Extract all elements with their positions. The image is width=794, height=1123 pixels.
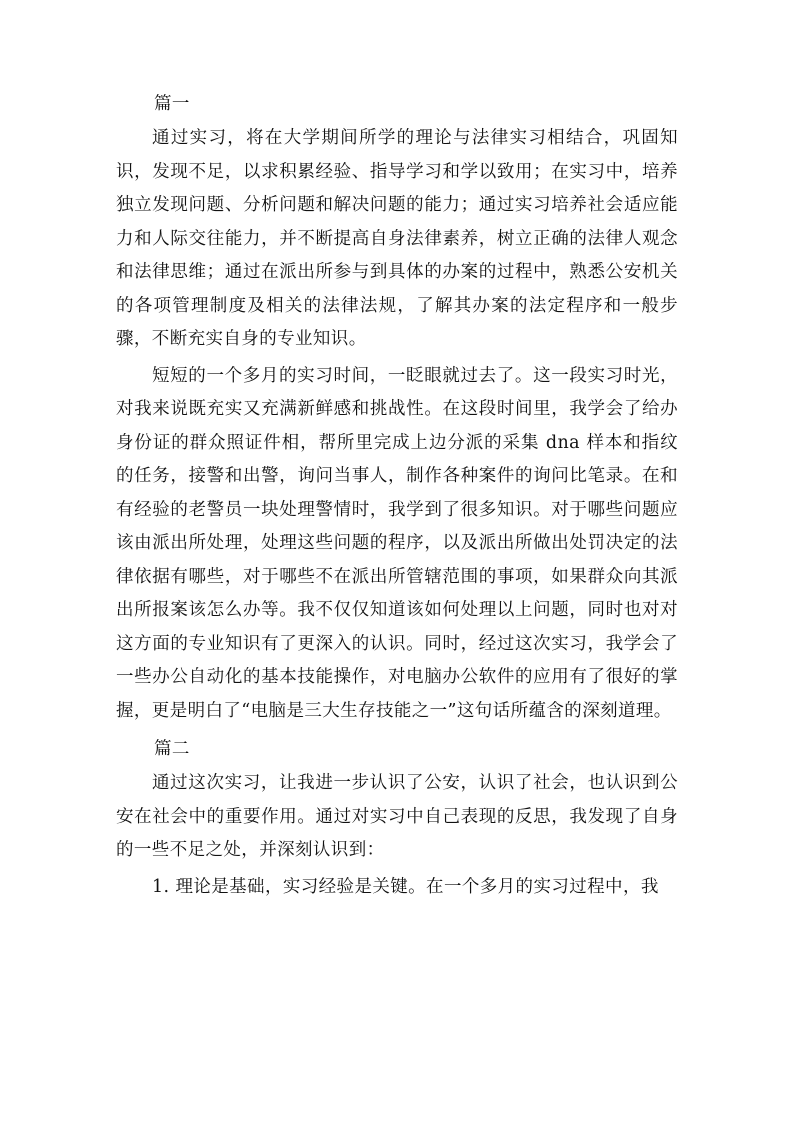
paragraph-2: 短短的一个多月的实习时间，一眨眼就过去了。这一段实习时光，对我来说既充实又充满新鲜感和挑战性。在这段时间里，我学会了给办身份证的群众照证件相，帮所里完成上边分派的采集 dna 样本和指纹的任务，接警和出警，询问当事人，制作各种案件的询问比笔录。在和有经验的老警员一块处理警情时，我学到了很多知识。对于哪些问题应该由派出所处理，处理这些问题的程序，以及派出所做出处罚决定的法律依据有哪些，对于哪些不在派出所管辖范围的事项，如果群众向其派出所报案该怎么办等。我不仅仅知道该如何处理以上问题，同时也对对这方面的专业知识有了更深入的认识。同时，经过这次实习，我学会了一些办公自动化的基本技能操作，对电脑办公软件的应用有了很好的掌握，更是明白了“电脑是三大生存技能之一”这句话所蕴含的深刻道理。	[116, 365, 678, 721]
paragraph-3: 通过这次实习，让我进一步认识了公安，认识了社会，也认识到公安在社会中的重要作用。通过对实习中自己表现的反思，我发现了自身的一些不足之处，并深刻认识到：	[116, 773, 678, 860]
section-heading-1: 篇一	[154, 94, 190, 114]
document-body	[116, 86, 678, 907]
paragraph-1: 通过实习，将在大学期间所学的理论与法律实习相结合，巩固知识，发现不足，以求积累经验、指导学习和学以致用；在实习中，培养独立发现问题、分析问题和解决问题的能力；通过实习培养社会适应能力和人际交往能力，并不断提高自身法律素养，树立正确的法律人观念和法律思维；通过在派出所参与到具体的办案的过程中，熟悉公安机关的各项管理制度及相关的法律法规，了解其办案的法定程序和一般步骤，不断充实自身的专业知识。	[116, 128, 678, 349]
paragraph-4: 1. 理论是基础，实习经验是关键。在一个多月的实习过程中，我	[152, 876, 659, 897]
section-heading-2: 篇二	[154, 739, 190, 759]
